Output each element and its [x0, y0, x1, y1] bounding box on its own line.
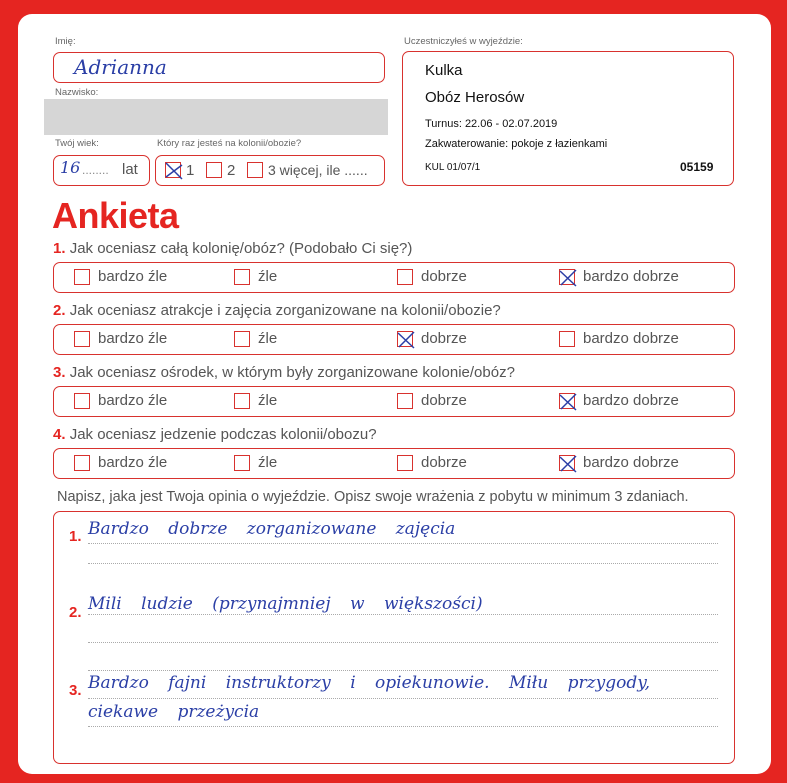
question-number: 2. [53, 302, 66, 319]
answer-checkbox[interactable] [397, 455, 413, 471]
answer-option-label: bardzo źle [98, 330, 168, 347]
writing-line [88, 726, 718, 727]
answer-option-label: źle [258, 268, 278, 285]
question-text: Jak oceniasz jedzenie podczas kolonii/obozu? [69, 426, 377, 443]
age-field[interactable] [53, 155, 150, 186]
writing-line [88, 670, 718, 671]
answer-checkbox[interactable] [74, 269, 90, 285]
times-option-3: 3 więcej, ile ...... [268, 162, 368, 178]
participant-box [402, 51, 734, 186]
answer-row-2 [53, 324, 735, 355]
name-value: Adrianna [74, 55, 167, 79]
surname-label: Nazwisko: [55, 87, 99, 98]
opinion-text: Bardzo dobrze zorganizowane zajęcia [88, 519, 456, 539]
answer-option-label: bardzo źle [98, 392, 168, 409]
question-text: Jak oceniasz ośrodek, w którym były zorganizowane kolonie/obóz? [69, 364, 515, 381]
opinion-text: ciekawe przeżycia [88, 702, 260, 722]
answer-checkbox[interactable] [559, 269, 575, 285]
name-field[interactable] [53, 52, 385, 83]
question-text: Jak oceniasz atrakcje i zajęcia zorganizowane na kolonii/obozie? [69, 302, 501, 319]
answer-row-3 [53, 386, 735, 417]
answer-checkbox[interactable] [74, 393, 90, 409]
answer-row-4 [53, 448, 735, 479]
writing-line [88, 614, 718, 615]
answer-option-label: bardzo dobrze [583, 330, 679, 347]
question-4 [53, 426, 377, 443]
answer-option-label: źle [258, 454, 278, 471]
answer-row-1 [53, 262, 735, 293]
writing-line [88, 543, 718, 544]
name-label: Imię: [55, 36, 76, 47]
question-number: 4. [53, 426, 66, 443]
answer-option-label: bardzo dobrze [583, 454, 679, 471]
question-1 [53, 240, 412, 257]
answer-checkbox[interactable] [234, 269, 250, 285]
answer-option-label: dobrze [421, 392, 467, 409]
writing-line [88, 642, 718, 643]
writing-line [88, 698, 718, 699]
times-option-1: 1 [186, 162, 195, 179]
answer-checkbox[interactable] [74, 455, 90, 471]
answer-checkbox[interactable] [234, 455, 250, 471]
age-label: Twój wiek: [55, 138, 99, 149]
answer-option-label: bardzo dobrze [583, 392, 679, 409]
check-mark-icon [557, 267, 579, 289]
answer-option-label: dobrze [421, 330, 467, 347]
answer-checkbox[interactable] [234, 331, 250, 347]
participant-turnus: Turnus: 22.06 - 02.07.2019 [425, 118, 558, 130]
times-option-2: 2 [227, 162, 236, 179]
times-checkbox-1[interactable] [165, 162, 181, 178]
opinion-number: 1. [69, 528, 82, 545]
times-label: Który raz jesteś na kolonii/obozie? [157, 138, 302, 149]
participant-label: Uczestniczyłeś w wyjeździe: [404, 36, 523, 47]
answer-checkbox[interactable] [397, 393, 413, 409]
participant-line2: Obóz Herosów [425, 89, 525, 106]
check-mark-icon [557, 453, 579, 475]
opinion-prompt: Napisz, jaka jest Twoja opinia o wyjeździe. Opisz swoje wrażenia z pobytu w minimum 3 zdaniach. [57, 489, 689, 505]
survey-title: Ankieta [52, 195, 179, 236]
times-checkbox-3[interactable] [247, 162, 263, 178]
question-number: 1. [53, 240, 66, 257]
times-field [155, 155, 385, 186]
opinion-text: Bardzo fajni instruktorzy i opiekunowie. Miłu przygody, [88, 673, 650, 693]
answer-checkbox[interactable] [559, 455, 575, 471]
question-number: 3. [53, 364, 66, 381]
opinion-text: Mili ludzie (przynajmniej w większości) [88, 594, 483, 614]
answer-checkbox[interactable] [397, 269, 413, 285]
participant-number: 05159 [680, 160, 714, 174]
answer-option-label: dobrze [421, 268, 467, 285]
answer-checkbox[interactable] [559, 331, 575, 347]
question-2 [53, 302, 501, 319]
answer-option-label: źle [258, 392, 278, 409]
answer-checkbox[interactable] [397, 331, 413, 347]
question-text: Jak oceniasz całą kolonię/obóz? (Podobało Ci się?) [69, 240, 413, 257]
answer-checkbox[interactable] [559, 393, 575, 409]
times-checkbox-2[interactable] [206, 162, 222, 178]
check-mark-icon [557, 391, 579, 413]
answer-option-label: bardzo źle [98, 454, 168, 471]
age-unit: lat [122, 161, 138, 178]
answer-option-label: dobrze [421, 454, 467, 471]
answer-option-label: bardzo dobrze [583, 268, 679, 285]
question-3 [53, 364, 515, 381]
age-value: 16 [60, 158, 81, 177]
answer-option-label: bardzo źle [98, 268, 168, 285]
check-mark-icon [395, 329, 417, 351]
age-dots: ........ [82, 163, 109, 177]
answer-option-label: źle [258, 330, 278, 347]
surname-redacted [44, 99, 388, 135]
writing-line [88, 563, 718, 564]
answer-checkbox[interactable] [234, 393, 250, 409]
participant-code: KUL 01/07/1 [425, 162, 481, 173]
participant-zakwaterowanie: Zakwaterowanie: pokoje z łazienkami [425, 138, 608, 150]
answer-checkbox[interactable] [74, 331, 90, 347]
opinion-number: 2. [69, 604, 82, 621]
participant-line1: Kulka [425, 62, 463, 79]
opinion-number: 3. [69, 682, 82, 699]
